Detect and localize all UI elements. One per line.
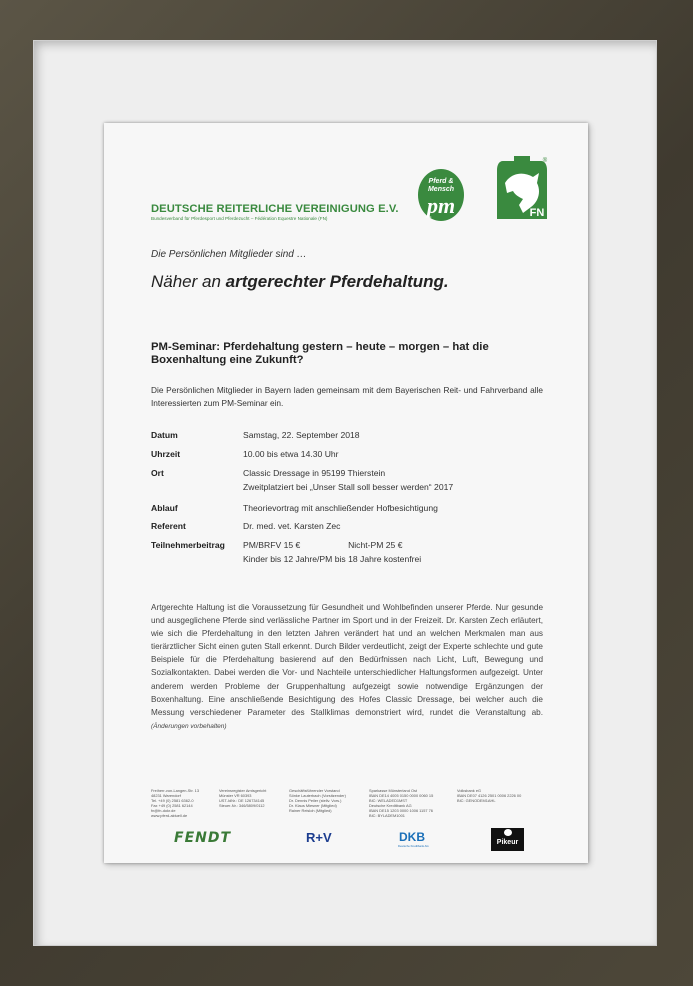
detail-label: Teilnehmerbeitrag xyxy=(151,540,225,550)
fn-logo-letters: FN xyxy=(529,207,545,219)
headline xyxy=(151,272,449,292)
pm-logo-line1: Pferd & xyxy=(428,178,454,185)
detail-value: Samstag, 22. September 2018 xyxy=(243,430,360,440)
footer-line: Vereinsregister Amtsgericht xyxy=(219,788,267,793)
headline-emphasis: artgerechter Pferdehaltung. xyxy=(225,272,449,291)
fn-logo-registered: ® xyxy=(542,158,548,164)
pikeur-logo xyxy=(491,828,524,851)
headline-prefix: Näher an xyxy=(151,272,226,291)
footer-line: Tel. +49 (0) 2581 6362-0 xyxy=(151,798,194,803)
footer-line: BIC: BYLADEM1001 xyxy=(369,813,405,818)
footer-line: UST-IdNr.: DE 126734145 xyxy=(219,798,265,803)
intro-line: Die Persönlichen Mitglieder sind … xyxy=(151,249,307,260)
dkb-subtitle: Deutsche Kreditbank AG xyxy=(398,844,429,848)
changes-note: (Änderungen vorbehalten) xyxy=(151,722,227,730)
body-text: Artgerechte Haltung ist die Voraussetzung für Gesundheit und Wohlbefinden unserer Pferde. Nur gesunde und ausgeglichene Pferde sind verlässliche Partner im Sport und in der Freizeit. Dr. Karsten Zech erläutert, wie sich die Pferdehaltung in den letzten Jahren verändert hat und an welchen Merkmalen man aus tierärztlicher Sicht einen guten Stall erkennt. Durch Bilder verdeutlicht, zeigt der Experte schlechte und gute Beispiele für die Pferdehaltung basierend auf den Bedürfnissen nach Licht, Luft, Bewegung und Sozialkontakten. Dabei werden die Vor- und Nachteile unterschiedlicher Haltungsformen aufgezeigt. Unter anderem werden Probleme der Gruppenhaltung aufgezeigt sowie notwendige Ergänzungen der Boxenhaltung. Eine anschließende Besichtigung des Hofes Classic Dressage, bei welcher auch die Messung verschiedener Parameter des Stallklimas demonstriert wird, rundet die Veranstaltung ab. xyxy=(151,603,543,717)
fn-horse-logo-icon xyxy=(493,153,551,224)
footer-line: Rainer Reisloh (Mitglied) xyxy=(289,808,332,813)
lead-paragraph: Die Persönlichen Mitglieder in Bayern laden gemeinsam mit dem Bayerischen Reit- und Fahrverband alle Interessierten zum PM-Seminar ein. xyxy=(151,385,543,408)
detail-value: Classic Dressage in 95199 Thierstein xyxy=(243,468,386,478)
footer-line: Dr. Klaus Miesner (Mitglied) xyxy=(289,803,337,808)
footer-line: 48231 Warendorf xyxy=(151,793,181,798)
footer-line: IBAN DE07 4126 2501 0006 2226 00 xyxy=(457,793,522,798)
detail-label: Ablauf xyxy=(151,503,178,513)
detail-value: 10.00 bis etwa 14.30 Uhr xyxy=(243,449,339,459)
pm-logo-mark: pm xyxy=(426,193,456,218)
dkb-logo: DKB xyxy=(399,830,425,844)
detail-value-line2: Zweitplatziert bei „Unser Stall soll besser werden“ 2017 xyxy=(243,482,454,492)
footer-line: fn@fn-dokr.de xyxy=(151,808,176,813)
org-name: DEUTSCHE REITERLICHE VEREINIGUNG E.V. xyxy=(151,203,399,215)
detail-label: Referent xyxy=(151,521,186,531)
detail-value: PM/BRFV 15 € Nicht-PM 25 € xyxy=(243,540,403,550)
footer-line: Freiherr-von-Langen-Str. 13 xyxy=(151,788,200,793)
footer-register xyxy=(219,788,266,808)
detail-label: Ort xyxy=(151,468,164,478)
detail-value-line2: Kinder bis 12 Jahre/PM bis 18 Jahre kostenfrei xyxy=(243,554,422,564)
footer-line: Fax +49 (0) 2581 62144 xyxy=(151,803,193,808)
fendt-logo: FENDT xyxy=(174,830,232,846)
footer-line: Sönke Lauterbach (Vorsitzender) xyxy=(289,793,346,798)
footer-line: Deutsche Kreditbank AG xyxy=(369,803,412,808)
footer-line: Dr. Dennis Peiler (stellv. Vors.) xyxy=(289,798,342,803)
footer-line: Volksbank eG xyxy=(457,788,482,793)
footer-line: Geschäftsführender Vorstand xyxy=(289,788,340,793)
pikeur-label: Pikeur xyxy=(496,839,519,846)
footer-line: IBAN DE14 4005 0150 0000 0060 15 xyxy=(369,793,434,798)
footer-line: IBAN DE15 1203 0000 1006 1157 76 xyxy=(369,808,433,813)
footer-line: BIC: WELADED1MST xyxy=(369,798,408,803)
footer-address xyxy=(151,788,199,818)
flyer-document xyxy=(104,123,588,863)
footer-bank-1 xyxy=(369,788,433,818)
org-subtitle: Bundesverband für Pferdesport und Pferdezucht – Fédération Equestre Nationale (FN) xyxy=(151,216,328,221)
footer-line: Sparkasse Münsterland Ost xyxy=(369,788,418,793)
body-paragraph xyxy=(151,601,543,733)
pikeur-emblem-icon xyxy=(504,829,512,836)
footer-line: Steuer-Nr.: 346/5809/0112 xyxy=(219,803,265,808)
detail-value: Theorievortrag mit anschließender Hofbesichtigung xyxy=(243,503,438,513)
detail-value: Dr. med. vet. Karsten Zec xyxy=(243,521,341,531)
footer-line: www.pferd-aktuell.de xyxy=(151,813,188,818)
detail-label: Datum xyxy=(151,430,178,440)
rv-logo: R+V xyxy=(306,830,332,845)
footer-bank-2 xyxy=(457,788,521,803)
footer-line: Münster VR 60393 xyxy=(219,793,252,798)
footer-line: BIC: GENODEM1AHL xyxy=(457,798,496,803)
seminar-title: PM-Seminar: Pferdehaltung gestern – heute – morgen – hat die Boxenhaltung eine Zukunft? xyxy=(151,341,489,366)
footer-board xyxy=(289,788,346,813)
pm-logo-icon xyxy=(417,168,465,222)
detail-label: Uhrzeit xyxy=(151,449,181,459)
pm-logo-line2: Mensch xyxy=(427,186,455,193)
